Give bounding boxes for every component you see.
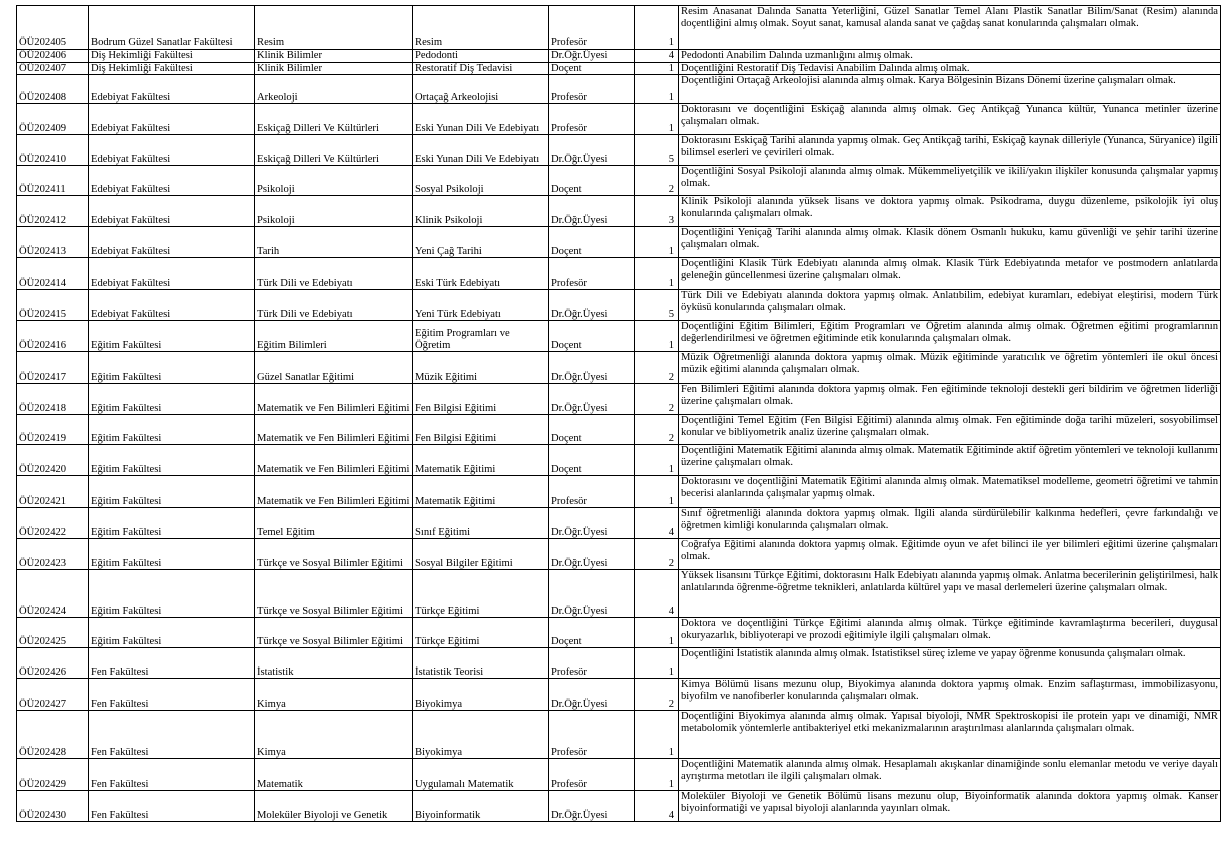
table-row [17, 135, 1221, 166]
cell-department: Matematik ve Fen Bilimleri Eğitimi [255, 384, 413, 415]
cell-faculty: Fen Fakültesi [89, 759, 255, 791]
cell-title: Doçent [549, 618, 635, 648]
cell-code: ÖÜ202418 [17, 384, 89, 415]
cell-faculty: Edebiyat Fakültesi [89, 227, 255, 258]
cell-description: Müzik Öğretmenliği alanında doktora yapmış olmak. Müzik eğitiminde yaratıcılık ve öğretim yöntemleri ile okul öncesi müzik eğitimi alanında çalışmaları olmak. [679, 352, 1221, 384]
cell-title: Profesör [549, 258, 635, 290]
table-row [17, 570, 1221, 618]
table-row [17, 508, 1221, 539]
table-row [17, 711, 1221, 759]
cell-faculty: Edebiyat Fakültesi [89, 75, 255, 104]
table-row [17, 290, 1221, 321]
cell-count: 4 [635, 570, 679, 618]
cell-description: Türk Dili ve Edebiyatı alanında doktora yapmış olmak. Anlatıbilim, edebiyat kuramları, edebiyat eleştirisi, modern Türk öyküsü konularında çalışmaları olmak. [679, 290, 1221, 321]
cell-description: Doktorasını ve doçentliğini Matematik Eğitimi alanında almış olmak. Matematiksel modelleme, geometri öğretimi ve tahmin becerisi alanlarında çalışmalar yapmış olmak. [679, 476, 1221, 508]
cell-description: Doçentliğini İstatistik alanında almış olmak. İstatistiksel süreç izleme ve yapay öğrenme konusunda çalışmaları olmak. [679, 648, 1221, 679]
cell-field: Türkçe Eğitimi [413, 618, 549, 648]
cell-description: Doçentliğini Sosyal Psikoloji alanında almış olmak. Mükemmeliyetçilik ve ikili/yakın ilişkiler konusunda çalışmalar yapmış olmak. [679, 166, 1221, 196]
cell-faculty: Diş Hekimliği Fakültesi [89, 62, 255, 75]
cell-faculty: Edebiyat Fakültesi [89, 258, 255, 290]
cell-title: Dr.Öğr.Üyesi [549, 570, 635, 618]
cell-title: Dr.Öğr.Üyesi [549, 508, 635, 539]
positions-table [16, 5, 1221, 822]
cell-count: 1 [635, 104, 679, 135]
cell-department: Klinik Bilimler [255, 62, 413, 75]
cell-count: 2 [635, 415, 679, 445]
cell-department: Moleküler Biyoloji ve Genetik [255, 791, 413, 822]
cell-department: Türkçe ve Sosyal Bilimler Eğitimi [255, 618, 413, 648]
cell-field: Biyokimya [413, 711, 549, 759]
cell-code: ÖÜ202420 [17, 445, 89, 476]
cell-title: Doçent [549, 62, 635, 75]
cell-field: Fen Bilgisi Eğitimi [413, 384, 549, 415]
cell-department: Türkçe ve Sosyal Bilimler Eğitimi [255, 539, 413, 570]
table-row [17, 679, 1221, 711]
cell-code: ÖÜ202413 [17, 227, 89, 258]
cell-field: Matematik Eğitimi [413, 445, 549, 476]
cell-title: Profesör [549, 648, 635, 679]
cell-faculty: Eğitim Fakültesi [89, 476, 255, 508]
cell-department: Eğitim Bilimleri [255, 321, 413, 352]
cell-description: Pedodonti Anabilim Dalında uzmanlığını almış olmak. [679, 50, 1221, 63]
cell-description: Doktora ve doçentliğini Türkçe Eğitimi alanında almış olmak. Türkçe eğitiminde kavramlaştırma becerileri, duygusal okuryazarlık, bibliyoterapi ve prozodi eğitimiyle ilgili çalışmaları olmak. [679, 618, 1221, 648]
cell-title: Profesör [549, 104, 635, 135]
cell-code: ÖÜ202425 [17, 618, 89, 648]
cell-title: Profesör [549, 6, 635, 50]
cell-code: ÖÜ202422 [17, 508, 89, 539]
cell-faculty: Fen Fakültesi [89, 711, 255, 759]
table-row [17, 321, 1221, 352]
cell-code: ÖÜ202409 [17, 104, 89, 135]
cell-code: ÖÜ202410 [17, 135, 89, 166]
cell-faculty: Fen Fakültesi [89, 648, 255, 679]
cell-code: ÖÜ202408 [17, 75, 89, 104]
cell-title: Dr.Öğr.Üyesi [549, 539, 635, 570]
cell-field: Türkçe Eğitimi [413, 570, 549, 618]
cell-field: Eski Yunan Dili Ve Edebiyatı [413, 135, 549, 166]
table-row [17, 618, 1221, 648]
cell-title: Doçent [549, 227, 635, 258]
cell-count: 1 [635, 321, 679, 352]
cell-code: ÖÜ202429 [17, 759, 89, 791]
cell-title: Dr.Öğr.Üyesi [549, 384, 635, 415]
cell-department: Türkçe ve Sosyal Bilimler Eğitimi [255, 570, 413, 618]
cell-field: Ortaçağ Arkeolojisi [413, 75, 549, 104]
cell-faculty: Eğitim Fakültesi [89, 618, 255, 648]
cell-count: 4 [635, 50, 679, 63]
table-row [17, 648, 1221, 679]
cell-count: 5 [635, 290, 679, 321]
cell-department: İstatistik [255, 648, 413, 679]
cell-count: 2 [635, 384, 679, 415]
table-row [17, 445, 1221, 476]
cell-count: 2 [635, 539, 679, 570]
cell-description: Doçentliğini Eğitim Bilimleri, Eğitim Programları ve Öğretim alanında almış olmak. Öğretmen eğitimi programlarının değerlendirilmesi ve öğretmen eğitiminde etik konularında çalışmaları olmak. [679, 321, 1221, 352]
cell-description: Doçentliğini Yeniçağ Tarihi alanında almış olmak. Klasik dönem Osmanlı hukuku, kamu güvenliği ve şehir tarihi üzerine çalışmaları olmak. [679, 227, 1221, 258]
cell-field: Fen Bilgisi Eğitimi [413, 415, 549, 445]
cell-code: ÖÜ202406 [17, 50, 89, 63]
cell-field: Eğitim Programları ve Öğretim [413, 321, 549, 352]
table-row [17, 50, 1221, 63]
cell-count: 1 [635, 445, 679, 476]
cell-count: 1 [635, 648, 679, 679]
cell-department: Eskiçağ Dilleri Ve Kültürleri [255, 135, 413, 166]
cell-faculty: Diş Hekimliği Fakültesi [89, 50, 255, 63]
cell-description: Sınıf öğretmenliği alanında doktora yapmış olmak. İlgili alanda sürdürülebilir kalkınma hedefleri, çevre farkındalığı ve öğretmen kimliği konularında çalışmaları olmak. [679, 508, 1221, 539]
table-row [17, 104, 1221, 135]
cell-title: Doçent [549, 166, 635, 196]
cell-faculty: Eğitim Fakültesi [89, 384, 255, 415]
cell-count: 1 [635, 258, 679, 290]
cell-description: Klinik Psikoloji alanında yüksek lisans ve doktora yapmış olmak. Psikodrama, duygu düzenleme, psikolojik iyi oluş konularında çalışmaları olmak. [679, 196, 1221, 227]
table-row [17, 6, 1221, 50]
cell-count: 1 [635, 75, 679, 104]
cell-field: Biyoinformatik [413, 791, 549, 822]
cell-department: Kimya [255, 679, 413, 711]
cell-description: Moleküler Biyoloji ve Genetik Bölümü lisans mezunu olup, Biyoinformatik alanında doktora yapmış olmak. Kanser biyoinformatiği ve yapısal biyoloji alanlarında yayınları olmak. [679, 791, 1221, 822]
cell-faculty: Fen Fakültesi [89, 679, 255, 711]
cell-count: 5 [635, 135, 679, 166]
cell-description: Doktorasını Eskiçağ Tarihi alanında yapmış olmak. Geç Antikçağ tarihi, Eskiçağ kaynak dilleriyle (Yunanca, Süryanice) ilgili bilimsel eserleri ve çevirileri olmak. [679, 135, 1221, 166]
cell-field: Yeni Çağ Tarihi [413, 227, 549, 258]
cell-code: ÖÜ202412 [17, 196, 89, 227]
table-row [17, 539, 1221, 570]
cell-count: 2 [635, 166, 679, 196]
table-body [17, 6, 1221, 822]
cell-faculty: Eğitim Fakültesi [89, 321, 255, 352]
cell-code: ÖÜ202417 [17, 352, 89, 384]
cell-description: Doçentliğini Restoratif Diş Tedavisi Anabilim Dalında almış olmak. [679, 62, 1221, 75]
cell-code: ÖÜ202416 [17, 321, 89, 352]
cell-count: 1 [635, 227, 679, 258]
cell-description: Kimya Bölümü lisans mezunu olup, Biyokimya alanında doktora yapmış olmak. Enzim saflaştırması, immobilizasyonu, biyofilm ve nanofiberler konularında çalışmaları olmak. [679, 679, 1221, 711]
cell-faculty: Eğitim Fakültesi [89, 415, 255, 445]
table-row [17, 352, 1221, 384]
cell-count: 1 [635, 759, 679, 791]
cell-title: Profesör [549, 759, 635, 791]
cell-department: Matematik ve Fen Bilimleri Eğitimi [255, 476, 413, 508]
table-row [17, 384, 1221, 415]
cell-field: Pedodonti [413, 50, 549, 63]
table-row [17, 258, 1221, 290]
cell-count: 1 [635, 618, 679, 648]
cell-code: ÖÜ202405 [17, 6, 89, 50]
cell-field: Sosyal Psikoloji [413, 166, 549, 196]
cell-description: Doçentliğini Biyokimya alanında almış olmak. Yapısal biyoloji, NMR Spektroskopisi ile protein yapı ve dinamiği, NMR metabolomik yöntemlerle antibakteriyel etki mekanizmalarının araştırılması alanlarında çalışmaları olmak. [679, 711, 1221, 759]
cell-title: Dr.Öğr.Üyesi [549, 679, 635, 711]
cell-faculty: Eğitim Fakültesi [89, 508, 255, 539]
cell-code: ÖÜ202421 [17, 476, 89, 508]
cell-faculty: Eğitim Fakültesi [89, 539, 255, 570]
cell-faculty: Eğitim Fakültesi [89, 570, 255, 618]
table-row [17, 75, 1221, 104]
cell-field: Eski Türk Edebiyatı [413, 258, 549, 290]
cell-code: ÖÜ202426 [17, 648, 89, 679]
cell-count: 4 [635, 508, 679, 539]
table-row [17, 166, 1221, 196]
cell-description: Coğrafya Eğitimi alanında doktora yapmış olmak. Eğitimde oyun ve afet bilinci ile yer bilimleri eğitimi üzerine çalışmaları olmak. [679, 539, 1221, 570]
table-row [17, 791, 1221, 822]
cell-field: Uygulamalı Matematik [413, 759, 549, 791]
cell-field: Yeni Türk Edebiyatı [413, 290, 549, 321]
cell-department: Temel Eğitim [255, 508, 413, 539]
cell-title: Dr.Öğr.Üyesi [549, 196, 635, 227]
cell-count: 1 [635, 6, 679, 50]
cell-field: Sosyal Bilgiler Eğitimi [413, 539, 549, 570]
cell-title: Dr.Öğr.Üyesi [549, 352, 635, 384]
table-row [17, 196, 1221, 227]
cell-field: Restoratif Diş Tedavisi [413, 62, 549, 75]
cell-faculty: Eğitim Fakültesi [89, 352, 255, 384]
cell-code: ÖÜ202423 [17, 539, 89, 570]
cell-department: Resim [255, 6, 413, 50]
cell-department: Klinik Bilimler [255, 50, 413, 63]
cell-code: ÖÜ202407 [17, 62, 89, 75]
cell-title: Dr.Öğr.Üyesi [549, 791, 635, 822]
cell-faculty: Edebiyat Fakültesi [89, 166, 255, 196]
cell-field: Sınıf Eğitimi [413, 508, 549, 539]
cell-faculty: Edebiyat Fakültesi [89, 196, 255, 227]
cell-description: Doçentliğini Ortaçağ Arkeolojisi alanında almış olmak. Karya Bölgesinin Bizans Dönemi üzerine çalışmaları olmak. [679, 75, 1221, 104]
cell-code: ÖÜ202427 [17, 679, 89, 711]
cell-description: Doçentliğini Matematik alanında almış olmak. Hesaplamalı akışkanlar dinamiğinde sonlu elemanlar metodu ve veriye dayalı ayrıştırma metotları ile ilgili çalışmaları olmak. [679, 759, 1221, 791]
cell-faculty: Edebiyat Fakültesi [89, 290, 255, 321]
cell-description: Doktorasını ve doçentliğini Eskiçağ alanında almış olmak. Geç Antikçağ Yunanca kültür, Yunanca metinler üzerine çalışmaları olmak. [679, 104, 1221, 135]
cell-count: 2 [635, 352, 679, 384]
cell-faculty: Eğitim Fakültesi [89, 445, 255, 476]
table-row [17, 227, 1221, 258]
cell-department: Matematik [255, 759, 413, 791]
cell-count: 1 [635, 62, 679, 75]
cell-field: İstatistik Teorisi [413, 648, 549, 679]
cell-title: Doçent [549, 415, 635, 445]
cell-department: Arkeoloji [255, 75, 413, 104]
cell-code: ÖÜ202415 [17, 290, 89, 321]
cell-title: Doçent [549, 321, 635, 352]
cell-title: Dr.Öğr.Üyesi [549, 290, 635, 321]
cell-faculty: Bodrum Güzel Sanatlar Fakültesi [89, 6, 255, 50]
cell-department: Tarih [255, 227, 413, 258]
cell-code: ÖÜ202430 [17, 791, 89, 822]
cell-code: ÖÜ202411 [17, 166, 89, 196]
cell-code: ÖÜ202424 [17, 570, 89, 618]
cell-description: Doçentliğini Klasik Türk Edebiyatı alanında almış olmak. Klasik Türk Edebiyatında metafor ve postmodern anlatılarda geleneğin güncellenmesi üzerine çalışmaları olmak. [679, 258, 1221, 290]
cell-title: Dr.Öğr.Üyesi [549, 50, 635, 63]
table-row [17, 476, 1221, 508]
cell-department: Psikoloji [255, 196, 413, 227]
cell-count: 1 [635, 476, 679, 508]
cell-field: Müzik Eğitimi [413, 352, 549, 384]
cell-description: Resim Anasanat Dalında Sanatta Yeterliğini, Güzel Sanatlar Temel Alanı Plastik Sanatlar Bilim/Sanat (Resim) alanında doçentliğini almış olmak. Soyut sanat, kamusal alanda sanat ve çağdaş sanat konularında çalışmaları olmak. [679, 6, 1221, 50]
cell-description: Yüksek lisansını Türkçe Eğitimi, doktorasını Halk Edebiyatı alanında yapmış olmak. Anlatma becerilerinin geliştirilmesi, halk anlatılarında öğrenme-öğretme teknikleri, anlatılarda kültürel yapı ve masal derlemeleri üzerine çalışmaları olmak. [679, 570, 1221, 618]
cell-count: 1 [635, 711, 679, 759]
cell-code: ÖÜ202428 [17, 711, 89, 759]
cell-field: Eski Yunan Dili Ve Edebiyatı [413, 104, 549, 135]
cell-department: Matematik ve Fen Bilimleri Eğitimi [255, 415, 413, 445]
cell-title: Profesör [549, 476, 635, 508]
cell-department: Türk Dili ve Edebiyatı [255, 290, 413, 321]
cell-faculty: Fen Fakültesi [89, 791, 255, 822]
cell-field: Biyokimya [413, 679, 549, 711]
cell-department: Matematik ve Fen Bilimleri Eğitimi [255, 445, 413, 476]
cell-code: ÖÜ202414 [17, 258, 89, 290]
cell-field: Matematik Eğitimi [413, 476, 549, 508]
cell-department: Güzel Sanatlar Eğitimi [255, 352, 413, 384]
cell-title: Profesör [549, 75, 635, 104]
table-row [17, 415, 1221, 445]
cell-faculty: Edebiyat Fakültesi [89, 135, 255, 166]
table-row [17, 62, 1221, 75]
cell-count: 2 [635, 679, 679, 711]
cell-title: Profesör [549, 711, 635, 759]
cell-faculty: Edebiyat Fakültesi [89, 104, 255, 135]
cell-description: Fen Bilimleri Eğitimi alanında doktora yapmış olmak. Fen eğitiminde teknoloji destekli geri bildirim ve öğretmen liderliği üzerine çalışmaları olmak. [679, 384, 1221, 415]
cell-code: ÖÜ202419 [17, 415, 89, 445]
cell-department: Eskiçağ Dilleri Ve Kültürleri [255, 104, 413, 135]
table-row [17, 759, 1221, 791]
cell-description: Doçentliğini Temel Eğitim (Fen Bilgisi Eğitimi) alanında almış olmak. Fen eğitiminde doğa tarihi müzeleri, sosyobilimsel konular ve bibliyometrik analiz üzerine çalışmaları olmak. [679, 415, 1221, 445]
cell-field: Resim [413, 6, 549, 50]
cell-department: Kimya [255, 711, 413, 759]
cell-department: Psikoloji [255, 166, 413, 196]
cell-title: Dr.Öğr.Üyesi [549, 135, 635, 166]
cell-count: 3 [635, 196, 679, 227]
cell-field: Klinik Psikoloji [413, 196, 549, 227]
cell-title: Doçent [549, 445, 635, 476]
cell-count: 4 [635, 791, 679, 822]
cell-department: Türk Dili ve Edebiyatı [255, 258, 413, 290]
cell-description: Doçentliğini Matematik Eğitimi alanında almış olmak. Matematik Eğitiminde aktif öğretim yöntemleri ve teknoloji kullanımı üzerine çalışmaları olmak. [679, 445, 1221, 476]
